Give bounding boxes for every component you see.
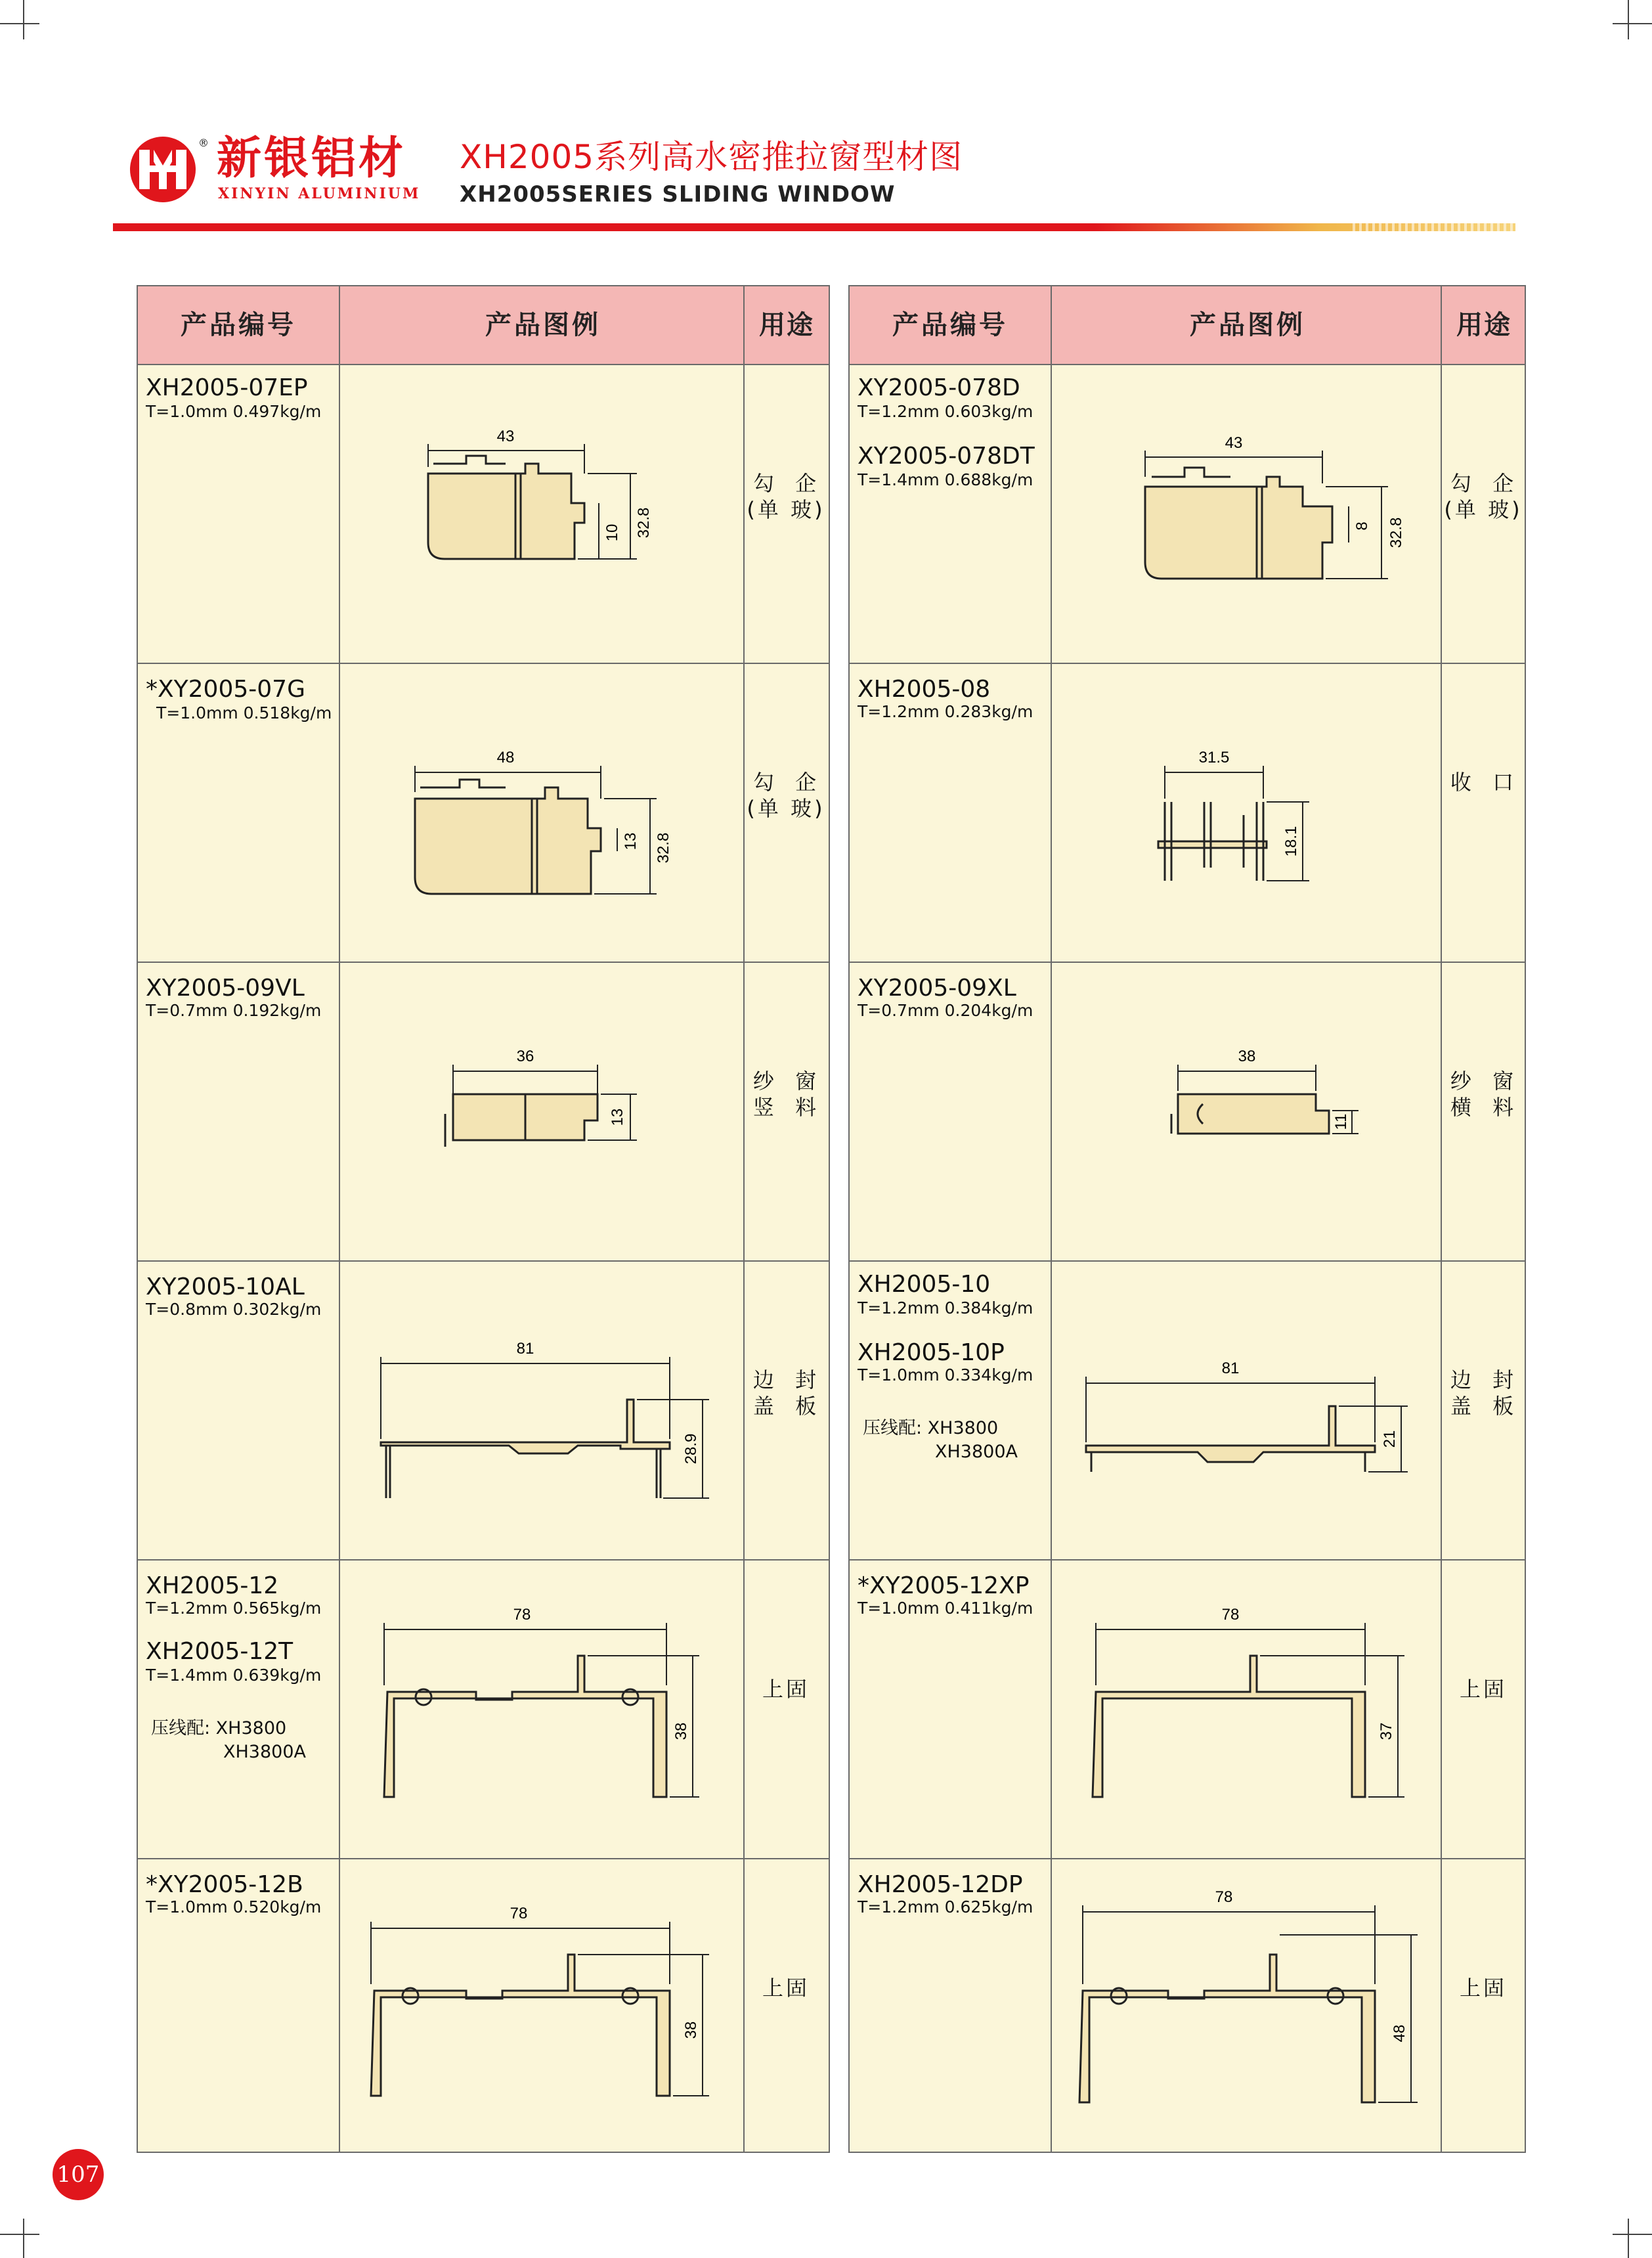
left-product-table	[137, 285, 830, 2153]
product-spec: T=1.2mm 0.603kg/m	[858, 402, 1033, 421]
dimension-label: 43	[1225, 434, 1243, 452]
product-use: 上固	[1459, 1976, 1507, 2001]
dimension-label: 38	[672, 1722, 690, 1740]
header-use: 用途	[1456, 310, 1511, 340]
profile-drawing	[348, 1892, 729, 2129]
product-use: 上固	[762, 1677, 810, 1702]
dimension-label: 78	[510, 1905, 528, 1922]
product-code: XY2005-09XL	[858, 975, 1016, 1002]
profile-drawing	[381, 703, 709, 914]
dimension-label: 32.8	[635, 507, 653, 539]
table-header	[138, 286, 829, 365]
product-use: 收 口	[1450, 770, 1517, 795]
profile-drawing	[1112, 385, 1414, 595]
table-row	[850, 365, 1525, 664]
dimension-label: 78	[1215, 1888, 1233, 1906]
header-use: 用途	[759, 310, 814, 340]
header-rule-dots	[1353, 223, 1515, 231]
table-row	[850, 1859, 1525, 2150]
product-spec: T=1.0mm 0.518kg/m	[156, 703, 332, 722]
dimension-label: 28.9	[682, 1433, 700, 1465]
dimension-label: 18.1	[1282, 826, 1300, 857]
brand-logo-icon	[129, 135, 197, 204]
dimension-label: 31.5	[1198, 749, 1230, 766]
page-title-cn: XH2005系列高水密推拉窗型材图	[460, 138, 963, 176]
product-use: 边 封 盖 板	[752, 1367, 819, 1419]
brand-name-en: XINYIN ALUMINIUM	[218, 185, 421, 202]
product-spec: T=1.2mm 0.283kg/m	[858, 702, 1033, 721]
product-spec: T=0.7mm 0.192kg/m	[146, 1001, 322, 1020]
header-rule	[113, 223, 1515, 231]
table-row	[138, 1561, 829, 1859]
profile-drawing	[1066, 1308, 1434, 1531]
dimension-label: 78	[513, 1606, 531, 1624]
table-header	[850, 286, 1525, 365]
profile-drawing	[1139, 723, 1362, 894]
product-code: *XY2005-12B	[146, 1871, 303, 1898]
product-code: XH2005-10	[858, 1271, 991, 1298]
table-row	[138, 1262, 829, 1561]
product-use: 上固	[1459, 1677, 1507, 1702]
table-row	[850, 664, 1525, 963]
glazing-bead-note: XH3800A	[935, 1442, 1018, 1462]
profile-drawing	[364, 1600, 719, 1836]
page-title-en: XH2005SERIES SLIDING WINDOW	[460, 181, 896, 208]
table-row	[138, 664, 829, 963]
product-spec: T=1.4mm 0.639kg/m	[146, 1666, 322, 1685]
product-use: 纱 窗 横 料	[1450, 1069, 1517, 1120]
header-drawing: 产品图例	[1190, 310, 1305, 340]
profile-drawing	[1152, 1035, 1362, 1166]
dimension-label: 78	[1221, 1606, 1240, 1624]
brand-name-cn: 新银铝材	[217, 133, 406, 185]
product-use: 勾 企 (单 玻)	[747, 770, 825, 821]
table-row	[138, 365, 829, 664]
product-spec: T=1.0mm 0.497kg/m	[146, 402, 322, 421]
header-drawing: 产品图例	[485, 310, 601, 340]
product-code: XY2005-078D	[858, 374, 1020, 401]
profile-drawing	[361, 1308, 729, 1531]
dimension-label: 32.8	[1387, 517, 1405, 548]
table-row	[138, 1859, 829, 2150]
product-use: 上固	[762, 1976, 810, 2001]
glazing-bead-note: 压线配: XH3800	[151, 1718, 287, 1738]
glazing-bead-note: 压线配: XH3800	[863, 1418, 999, 1438]
product-code: XH2005-07EP	[146, 374, 308, 401]
dimension-label: 81	[516, 1340, 534, 1358]
product-spec: T=1.0mm 0.520kg/m	[146, 1897, 322, 1916]
dimension-label: 13	[622, 832, 640, 851]
dimension-label: 8	[1353, 521, 1371, 531]
product-code: XY2005-09VL	[146, 975, 305, 1002]
product-code: XH2005-12	[146, 1572, 279, 1599]
product-spec: T=1.2mm 0.565kg/m	[146, 1599, 322, 1618]
glazing-bead-note: XH3800A	[223, 1742, 306, 1762]
dimension-label: 10	[603, 523, 621, 542]
table-row	[850, 963, 1525, 1262]
dimension-label: 48	[1391, 2024, 1408, 2043]
dimension-label: 21	[1381, 1430, 1399, 1448]
product-use: 勾 企 (单 玻)	[747, 471, 825, 522]
dimension-label: 36	[516, 1048, 534, 1065]
dimension-label: 38	[682, 2021, 700, 2039]
product-code: XH2005-12T	[146, 1638, 293, 1665]
product-code: *XY2005-12XP	[858, 1572, 1030, 1599]
registered-mark: ®	[198, 137, 209, 149]
product-use: 边 封 盖 板	[1450, 1367, 1517, 1419]
product-code: XY2005-078DT	[858, 443, 1035, 470]
dimension-label: 38	[1238, 1048, 1256, 1065]
dimension-label: 13	[609, 1108, 626, 1126]
page-number: 107	[53, 2149, 104, 2200]
header-code: 产品编号	[181, 310, 296, 340]
profile-drawing	[1073, 1600, 1427, 1836]
table-row	[850, 1262, 1525, 1561]
table-row	[850, 1561, 1525, 1859]
product-use: 勾 企 (单 玻)	[1444, 471, 1523, 522]
product-code: XH2005-12DP	[858, 1871, 1023, 1898]
profile-drawing	[394, 411, 696, 569]
dimension-label: 43	[496, 428, 515, 445]
product-code: *XY2005-07G	[146, 676, 305, 703]
product-code: XH2005-08	[858, 676, 991, 703]
product-code: XH2005-10P	[858, 1339, 1005, 1366]
product-code: XY2005-10AL	[146, 1273, 305, 1300]
table-row	[138, 963, 829, 1262]
dimension-label: 48	[496, 749, 515, 766]
profile-drawing	[427, 1035, 650, 1166]
header-code: 产品编号	[892, 310, 1008, 340]
dimension-label: 81	[1221, 1360, 1240, 1377]
right-product-table	[848, 285, 1526, 2153]
product-spec: T=0.8mm 0.302kg/m	[146, 1300, 322, 1319]
product-spec: T=1.2mm 0.625kg/m	[858, 1897, 1033, 1916]
dimension-label: 11	[1332, 1113, 1350, 1130]
product-spec: T=0.7mm 0.204kg/m	[858, 1001, 1033, 1020]
product-spec: T=1.0mm 0.334kg/m	[858, 1365, 1033, 1384]
product-spec: T=1.4mm 0.688kg/m	[858, 470, 1033, 489]
product-use: 纱 窗 竖 料	[752, 1069, 819, 1120]
product-spec: T=1.2mm 0.384kg/m	[858, 1298, 1033, 1317]
profile-drawing	[1053, 1886, 1434, 2135]
product-spec: T=1.0mm 0.411kg/m	[858, 1599, 1033, 1618]
dimension-label: 32.8	[655, 832, 672, 864]
dimension-label: 37	[1378, 1722, 1395, 1740]
